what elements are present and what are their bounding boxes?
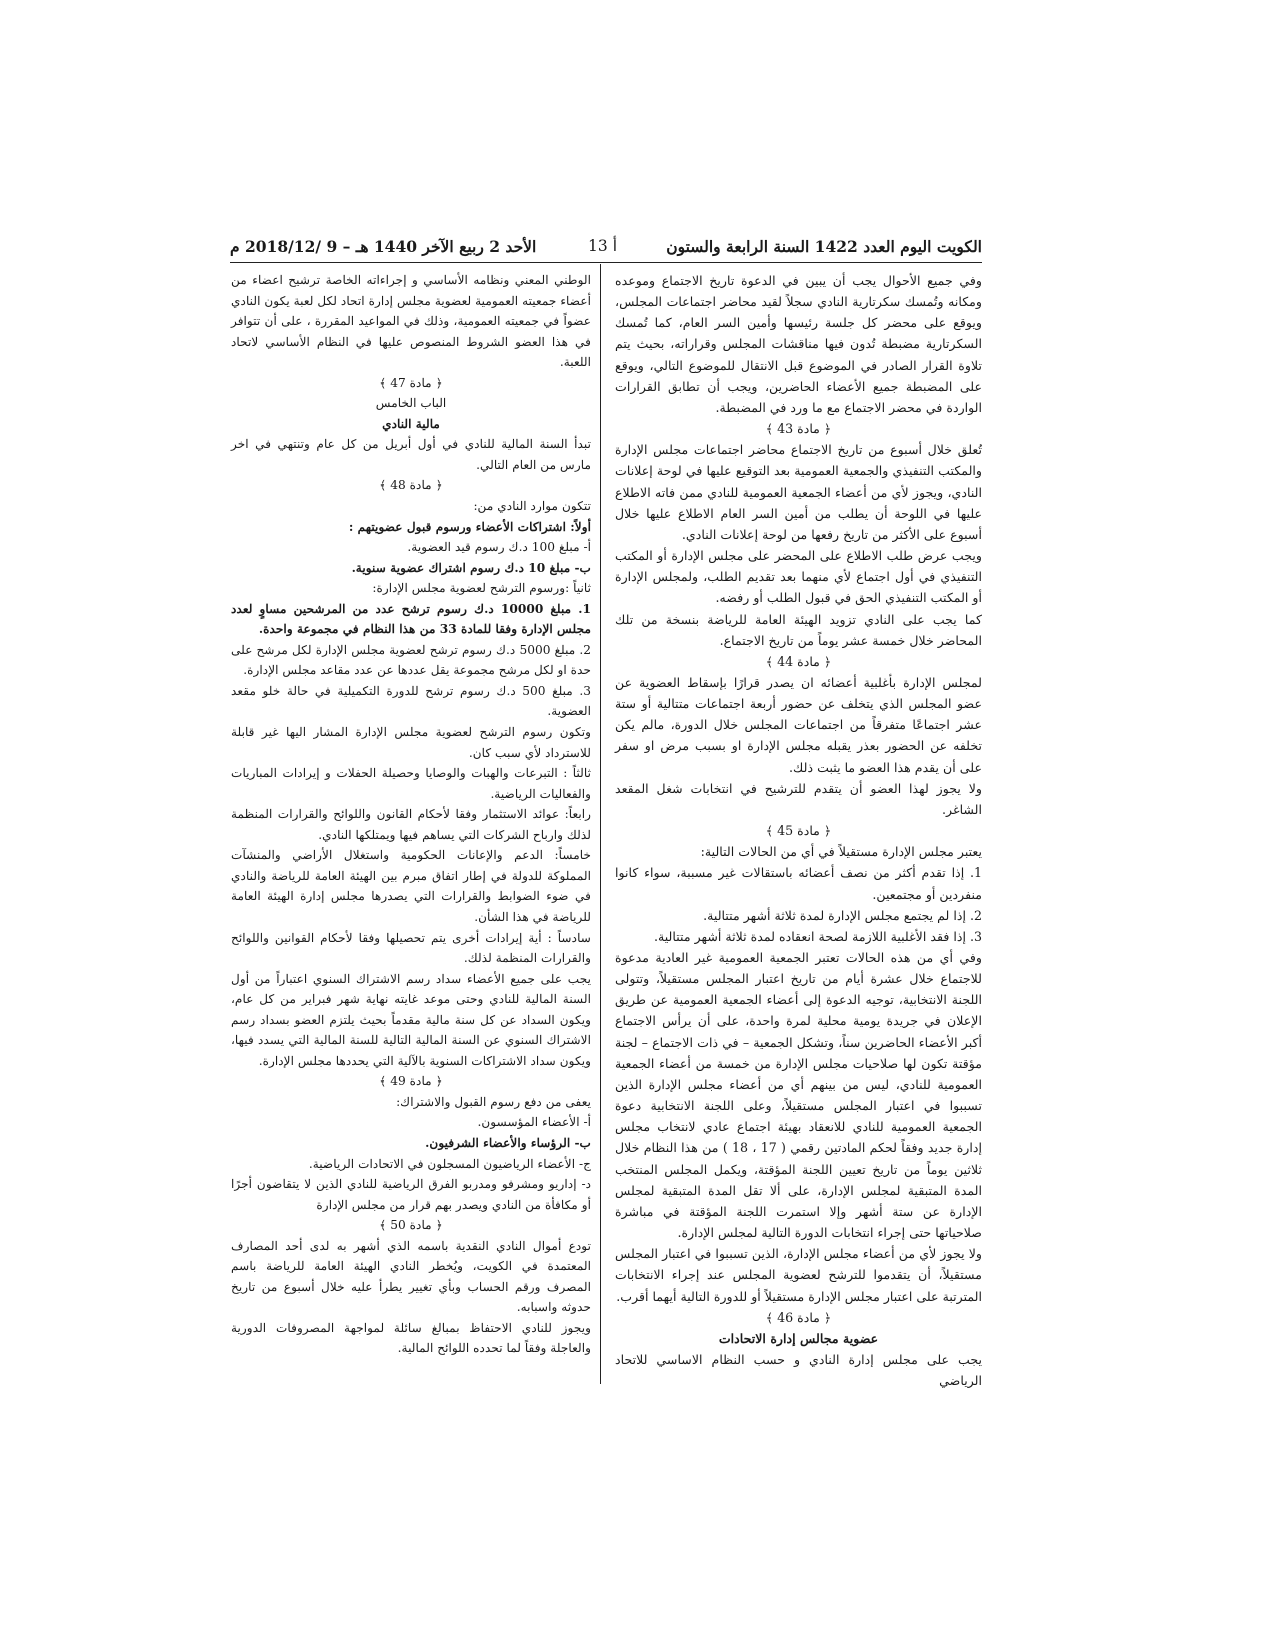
paragraph: وفي أي من هذه الحالات تعتبر الجمعية العمومية غير العادية مدعوة للاجتماع خلال عشرة أيام من تاريخ اعتبار المجلس مستقيلاً، وتتولى اللجنة الانتخابية، توجيه الدعوة إلى أعضاء الجمعية العمومية عن طريق الإعلان في جريدة يومية محلية لمرة واحدة، على أن يرأس الاجتماع أكبر الأعضاء الحاضرين سناً، وتشكل الجمعية – في ذات الاجتماع – لجنة مؤقتة تكون لها صلاحيات مجلس الإدارة من خمسة من أعضاء الجمعية العمومية للنادي، ليس من بينهم أي من أعضاء مجلس الإدارة الذين تسببوا في اعتبار المجلس مستقيلاً، وعلى اللجنة الانتخابية دعوة الجمعية العمومية للنادي للانعقاد بهيئة اجتماع عادي لانتخاب مجلس إدارة جديد وفقاً لحكم المادتين رقمي ( 17 ، 18 ) من هذا النظام خلال ثلاثين يوماً من تاريخ تعيين اللجنة المؤقتة، ويكمل المجلس المنتخب المدة المتبقية لمجلس الإدارة، على ألا تقل المدة المتبقية لمجلس الإدارة عن ستة أشهر وإلا استمرت اللجنة المؤقتة في مباشرة صلاحياتها حتى إجراء انتخابات الدورة التالية لمجلس الإدارة. [615, 950, 982, 1241]
paragraph: الوطني المعني ونظامه الأساسي و إجراءاته الخاصة ترشيح اعضاء من أعضاء جمعيته العمومية لعضوية مجلس إدارة اتحاد لكل لعبة يكون النادي عضواً في جمعيته العمومية، وذلك في المواعيد المقررة ، على أن تتوافر في هذا العضو الشروط المنصوص عليها في النظام الأساسي لاتحاد اللعبة. [231, 273, 591, 370]
paragraph: يعفى من دفع رسوم القبول والاشتراك: [396, 1094, 591, 1109]
paragraph: لمجلس الإدارة بأغلبية أعضائه ان يصدر قرارًا بإسقاط العضوية عن عضو المجلس الذي يتخلف عن حضور أربعة اجتماعات متتالية أو ستة عشر اجتماعًا متفرقاً من اجتماعات المجلس خلال الدورة، مالم يكن تخلفه عن الحضور بعذر يقبله مجلس الإدارة او بسبب مرض او سفر على أن يقدم هذا العضو ما يثبت ذلك. [615, 674, 982, 775]
paragraph: تُعلق خلال أسبوع من تاريخ الاجتماع محاضر اجتماعات مجلس الإدارة والمكتب التنفيذي والجمعية العمومية بعد التوقيع عليها في لوحة إعلانات النادي، ويجوز لأي من أعضاء الجمعية العمومية للنادي ممن فاته الاطلاع عليها في اللوحة أن يطلب من أمين السر العام الاطلاع عليها خلال أسبوع على الأكثر من تاريخ رفعها من لوحة إعلانات النادي. [615, 442, 982, 542]
column-divider [600, 264, 601, 1384]
paragraph: كما يجب على النادي تزويد الهيئة العامة للرياضة بنسخة من تلك المحاضر خلال خمسة عشر يوماً من تاريخ الاجتماع. [615, 611, 982, 648]
header-date: الأحد 2 ربيع الآخر 1440 هـ – 9 /2018/12 م [230, 237, 537, 256]
paragraph: 2. إذا لم يجتمع مجلس الإدارة لمدة ثلاثة أشهر متتالية. [703, 907, 982, 923]
paragraph: تودع أموال النادي النقدية باسمه الذي أشهر به لدى أحد المصارف المعتمدة في الكويت، ويُخطر النادي الهيئة العامة للرياضة باسم المصرف ورقم الحساب وبأي تغيير يطرأ عليه خلال أسبوع من تاريخ حدوثه واسبابه. [231, 1238, 591, 1315]
paragraph: ج- الأعضاء الرياضيون المسجلون في الاتحادات الرياضية. [308, 1156, 591, 1171]
paragraph: 1. مبلغ 10000 د.ك رسوم ترشح عدد من المرشحين مساوٍ لعدد مجلس الإدارة وفقا للمادة 33 من هذا النظام في مجموعة واحدة. [231, 601, 591, 637]
paragraph: سادساً : أية إيرادات أخرى يتم تحصيلها وفقا لأحكام القوانين واللوائح والقرارات المنظمة لذلك. [231, 930, 591, 966]
paragraph: خامساً: الدعم والإعانات الحكومية واستغلال الأراضي والمنشآت المملوكة للدولة في إطار اتفاق مبرم بين الهيئة العامة للرياضة والنادي في ضوء الضوابط والقرارات التي يصدرها مجلس إدارة الهيئة العامة للرياضة في هذا الشأن. [231, 848, 591, 924]
article-heading: ﴿ مادة 43 ﴾ [765, 421, 832, 437]
article-heading: ﴿ مادة 48 ﴾ [379, 478, 443, 493]
paragraph: أ- مبلغ 100 د.ك رسوم قيد العضوية. [407, 540, 591, 555]
paragraph: يجب على مجلس إدارة النادي و حسب النظام الاساسي للاتحاد الرياضي [615, 1351, 982, 1389]
article-heading: ﴿ مادة 47 ﴾ [379, 375, 443, 390]
paragraph: د- إداريو ومشرفو ومدربو الفرق الرياضية للنادي الذين لا يتقاضون أجرًا أو مكافأة من النادي ويصدر بهم قرار من مجلس الإدارة [231, 1177, 591, 1212]
section-heading: الباب الخامس [375, 396, 447, 411]
article-heading: ﴿ مادة 49 ﴾ [379, 1074, 443, 1089]
article-heading: ﴿ مادة 44 ﴾ [765, 653, 832, 669]
section-heading: عضوية مجالس إدارة الاتحادات [718, 1330, 879, 1346]
header-rule [230, 262, 982, 263]
page-header [230, 237, 982, 259]
paragraph: ب- مبلغ 10 د.ك رسوم اشتراك عضوية سنوية. [351, 560, 591, 575]
paragraph: يعتبر مجلس الإدارة مستقيلاً في أي من الحالات التالية: [700, 844, 982, 860]
paragraph: تبدأ السنة المالية للنادي في أول أبريل من كل عام وتنتهي في اخر مارس من العام التالي. [231, 437, 591, 472]
paragraph: 2. مبلغ 5000 د.ك رسوم ترشح لعضوية مجلس الإدارة لكل مرشح على حدة او لكل مرشح مجموعة يقل عددها عن عدد مقاعد مجلس الإدارة. [231, 642, 591, 678]
header-issue: الكويت اليوم العدد 1422 السنة الرابعة والستون [666, 237, 982, 256]
paragraph: أ- الأعضاء المؤسسون. [477, 1115, 591, 1130]
right-column [615, 270, 982, 1391]
paragraph: ولا يجوز لهذا العضو أن يتقدم للترشيح في انتخابات شغل المقعد الشاغر. [615, 780, 982, 817]
paragraph: أولاً: اشتراكات الأعضاء ورسوم قبول عضويتهم : [348, 519, 591, 534]
paragraph: وفي جميع الأحوال يجب أن يبين في الدعوة تاريخ الاجتماع وموعده ومكانه وتُمسك سكرتارية النادي سجلاً لقيد محاضر اجتماعات المجلس، ويوقع على محضر كل جلسة رئيسها وأمين السر العام، كما تُمسك السكرتارية مضبطة تُدون فيها مناقشات المجلس وقراراته، بحيث يتم تلاوة القرار الصادر في الموضوع قبل الانتقال للموضوع التالي، ويوقع على المضبطة جميع الأعضاء الحاضرين، ويجب أن تطابق القرارات الواردة في محضر الاجتماع مع ما ورد في المضبطة. [615, 273, 982, 415]
paragraph: 3. مبلغ 500 د.ك رسوم ترشح للدورة التكميلية في حالة خلو مقعد العضوية. [231, 683, 591, 719]
paragraph: ولا يجوز لأي من أعضاء مجلس الإدارة، الذين تسببوا في اعتبار المجلس مستقيلاً، أن يتقدموا للترشح لعضوية المجلس عند إجراء الانتخابات المترتبة على اعتبار مجلس الإدارة مستقيلاً أو للدورة التالية أيهما أقرب. [615, 1246, 982, 1304]
section-heading: مالية النادي [382, 416, 440, 431]
paragraph: ثالثاً : التبرعات والهبات والوصايا وحصيلة الحفلات و إيرادات المباريات والفعاليات الرياضية. [231, 766, 591, 801]
paragraph: رابعاً: عوائد الاستثمار وفقا لأحكام القانون واللوائح والقرارات المنظمة لذلك وارباح الشركات التي يساهم فيها ويمتلكها النادي. [231, 807, 591, 842]
article-heading: ﴿ مادة 50 ﴾ [379, 1218, 443, 1233]
left-column [231, 270, 591, 1359]
paragraph: وتكون رسوم الترشح لعضوية مجلس الإدارة المشار اليها غير قابلة للاسترداد لأي سبب كان. [231, 725, 591, 760]
paragraph: 3. إذا فقد الأغلبية اللازمة لصحة انعقاده لمدة ثلاثة أشهر متتالية. [654, 928, 982, 944]
paragraph: ثانياً :ورسوم الترشح لعضوية مجلس الإدارة: [372, 581, 591, 596]
header-page-number: أ 13 [588, 237, 617, 255]
article-heading: ﴿ مادة 45 ﴾ [765, 823, 832, 839]
paragraph: تتكون موارد النادي من: [473, 499, 591, 514]
article-heading: ﴿ مادة 46 ﴾ [765, 1309, 832, 1325]
paragraph: يجب على جميع الأعضاء سداد رسم الاشتراك السنوي اعتباراً من أول السنة المالية للنادي وحتى موعد غايته نهاية شهر فبراير من كل عام، ويكون السداد عن كل سنة مالية مقدماً بحيث يلتزم العضو بسداد رسم الاشتراك السنوي عن السنة المالية التالية للسنة المالية التي يسدد فيها، ويكون سداد الاشتراكات السنوية بالآلية التي يحددها مجلس الإدارة. [231, 971, 591, 1068]
paragraph: ب- الرؤساء والأعضاء الشرفيون. [425, 1135, 591, 1150]
paragraph: ويجب عرض طلب الاطلاع على المحضر على مجلس الإدارة أو المكتب التنفيذي في أول اجتماع لأي منهما بعد تقديم الطلب، ولمجلس الإدارة أو المكتب التنفيذي الحق في قبول الطلب أو رفضه. [615, 548, 982, 606]
paragraph: ويجوز للنادي الاحتفاظ بمبالغ سائلة لمواجهة المصروفات الدورية والعاجلة وفقاً لما تحدده اللوائح المالية. [231, 1320, 591, 1356]
paragraph: 1. إذا تقدم أكثر من نصف أعضائه باستقالات غير مسببة، سواء كانوا منفردين أو مجتمعين. [615, 865, 982, 902]
